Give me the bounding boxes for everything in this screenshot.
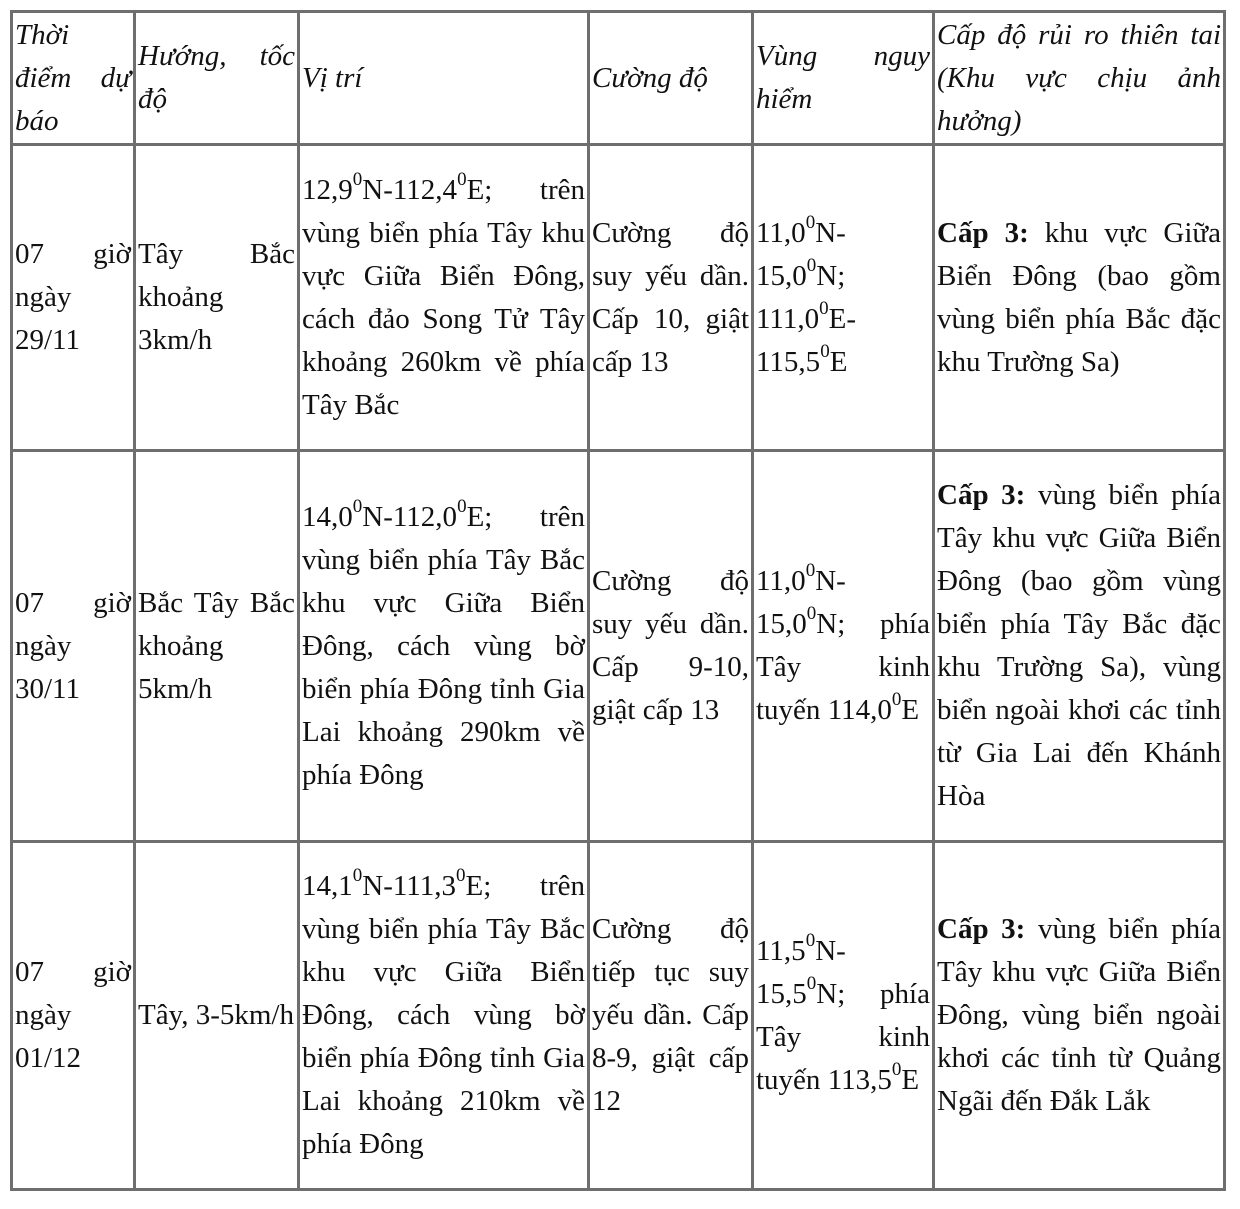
cell-risk-level: Cấp 3: khu vực Giữa Biển Đông (bao gồm vùng biển phía Bắc đặc khu Trường Sa): [934, 145, 1225, 451]
header-intensity: Cường độ: [589, 12, 753, 145]
table-row: [12, 451, 1225, 842]
table-row: [12, 842, 1225, 1190]
cell-direction-speed: Tây, 3-5km/h: [135, 842, 299, 1190]
cell-danger-zone: 11,5$^0$N- 15,5$^0$N; phía Tây kinh tuyến 113,5$^0$E: [753, 842, 934, 1190]
cell-intensity: Cường độ tiếp tục suy yếu dần. Cấp 8-9, giật cấp 12: [589, 842, 753, 1190]
cell-direction-speed: Bắc Tây Bắc khoảng 5km/h: [135, 451, 299, 842]
header-danger-zone: Vùng nguy hiểm: [753, 12, 934, 145]
cell-position: 14,1$^0$N-111,3$^0$E; trên vùng biển phía Tây Bắc khu vực Giữa Biển Đông, cách vùng bờ biển phía Đông tỉnh Gia Lai khoảng 210km về phía Đông: [299, 842, 589, 1190]
table-row: [12, 145, 1225, 451]
cell-time: 07 giờ ngày 30/11: [12, 451, 135, 842]
cell-intensity: Cường độ suy yếu dần. Cấp 9-10, giật cấp 13: [589, 451, 753, 842]
cell-direction-speed: Tây Bắc khoảng 3km/h: [135, 145, 299, 451]
header-position: Vị trí: [299, 12, 589, 145]
cell-time: 07 giờ ngày 01/12: [12, 842, 135, 1190]
cell-risk-level: Cấp 3: vùng biển phía Tây khu vực Giữa Biển Đông (bao gồm vùng biển phía Tây Bắc đặc khu Trường Sa), vùng biển ngoài khơi các tỉnh từ Gia Lai đến Khánh Hòa: [934, 451, 1225, 842]
header-direction-speed: Hướng, tốc độ: [135, 12, 299, 145]
header-row: [12, 12, 1225, 145]
cell-position: 12,9$^0$N-112,4$^0$E; trên vùng biển phía Tây khu vực Giữa Biển Đông, cách đảo Song Tử Tây khoảng 260km về phía Tây Bắc: [299, 145, 589, 451]
cell-position: 14,0$^0$N-112,0$^0$E; trên vùng biển phía Tây Bắc khu vực Giữa Biển Đông, cách vùng bờ biển phía Đông tỉnh Gia Lai khoảng 290km về phía Đông: [299, 451, 589, 842]
cell-risk-level: Cấp 3: vùng biển phía Tây khu vực Giữa Biển Đông, vùng biển ngoài khơi các tỉnh từ Quảng Ngãi đến Đắk Lắk: [934, 842, 1225, 1190]
header-forecast-time: Thời điểm dự báo: [12, 12, 135, 145]
risk-level-label: Cấp 3:: [937, 479, 1026, 511]
cell-danger-zone: 11,0$^0$N- 15,0$^0$N; 111,0$^0$E- 115,5$^0$E: [753, 145, 934, 451]
cell-time: 07 giờ ngày 29/11: [12, 145, 135, 451]
cell-intensity: Cường độ suy yếu dần. Cấp 10, giật cấp 13: [589, 145, 753, 451]
storm-forecast-table: [10, 10, 1226, 1191]
risk-level-label: Cấp 3:: [937, 913, 1026, 945]
header-risk-level: Cấp độ rủi ro thiên tai (Khu vực chịu ảnh hưởng): [934, 12, 1225, 145]
cell-danger-zone: 11,0$^0$N- 15,0$^0$N; phía Tây kinh tuyến 114,0$^0$E: [753, 451, 934, 842]
risk-level-label: Cấp 3:: [937, 216, 1029, 249]
